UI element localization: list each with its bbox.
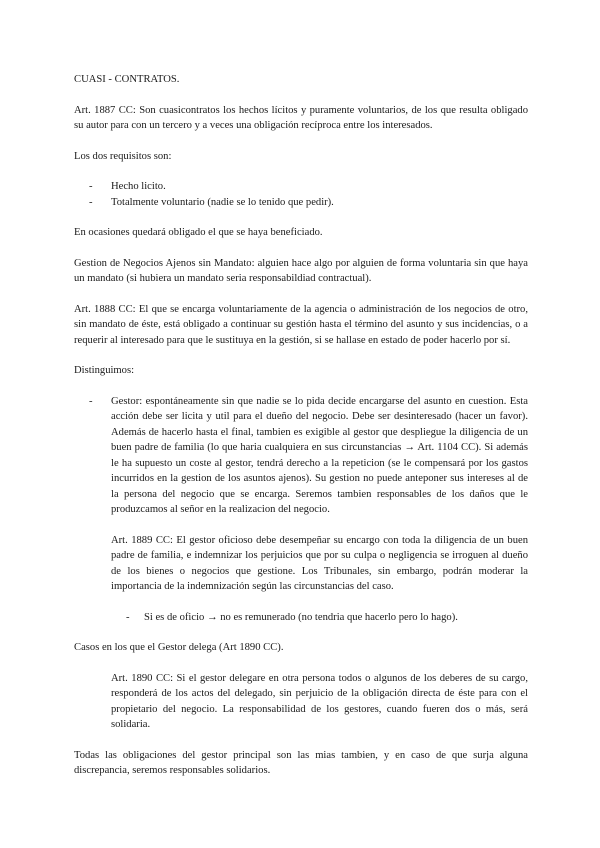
art-1890-paragraph: Art. 1890 CC: Si el gestor delegare en otra persona todos o algunos de los deberes de su cargo, responderá de los actos del delegado, sin perjuicio de la obligación directa de éste para con el propietario del negocio. La responsabilidad de los gestores, cuando fueren dos o más, será solidaria. [111, 672, 528, 730]
art-1888-paragraph: Art. 1888 CC: El que se encarga voluntariamente de la agencia o administración de los negocios de otro, sin mandato de éste, está obligado a continuar su gestión hasta el término del asunto y sus incidencias, o a requerir al interesado para que le sustituya en la gestión, si se hallase en estado de poder hacerlo por sí. [74, 303, 528, 346]
art-1889-block [74, 533, 528, 595]
oficio-text: Si es de oficio → no es remunerado (no tendria que hacerlo pero lo hago). [144, 611, 458, 623]
art-1887-paragraph: Art. 1887 CC: Son cuasicontratos los hechos lícitos y puramente voluntarios, de los que resulta obligado su autor para con un tercero y a veces una obligación recíproca entre los interesados. [74, 104, 528, 131]
distinguimos-heading: Distinguimos: [74, 365, 135, 376]
requisitos-intro: Los dos requisitos son: [74, 150, 172, 162]
gestor-list-item [74, 394, 528, 518]
dash-bullet: - [89, 196, 93, 208]
requisito-text: Hecho licito. [111, 181, 166, 192]
list-item [74, 195, 528, 211]
art-1889-paragraph: Art. 1889 CC: El gestor oficioso debe desempeñar su encargo con toda la diligencia de un buen padre de familia, e indemnizar los perjuicios que por su culpa o negligencia se irroguen al dueño de los bienes o negocios que gestione. Los Tribunales, sin embargo, podrán moderar la importancia de la indemnización según las circunstancias del caso. [111, 534, 528, 592]
requisito-text: Totalmente voluntario (nadie se lo tenido que pedir). [111, 196, 334, 208]
list-item [74, 179, 528, 195]
oficio-list-item [74, 610, 528, 626]
document-title: CUASI - CONTRATOS. [74, 74, 180, 85]
art-1890-block [74, 671, 528, 733]
dash-bullet: - [89, 181, 93, 192]
gestion-definition-paragraph: Gestion de Negocios Ajenos sin Mandato: alguien hace algo por alguien de forma voluntaria sin que haya un mandato (si hubiera un mandato seria responsabildiad contractual). [74, 257, 528, 284]
gestor-text: Gestor: espontáneamente sin que nadie se lo pida decide encargarse del asunto en cuestion. Esta acción debe ser licita y util para el dueño del negocio. Debe ser desinteresado (hacer un favor). Además de hacerlo hasta el final, tambien es exigible al gestor que despliegue la diligencia de un buen padre de familia (lo que haria cualquiera en sus circunstancias → Art. 1104 CC). Si además le ha supuesto un coste al gestor, tendrá derecho a la repeticion (se le compensará por los gastos incurridos en la gestion de los asuntos ajenos). Su gestion no puede anteponer sus intereses al de la persona del negocio que se encarga. Seremos tambien responsables de los daños que le produzcamos al señor en la realizacion del negocio. [111, 395, 528, 515]
ocasiones-paragraph: En ocasiones quedará obligado el que se haya beneficiado. [74, 227, 323, 238]
requisitos-list [74, 179, 528, 210]
dash-bullet: - [89, 395, 93, 407]
casos-delega-heading: Casos en los que el Gestor delega (Art 1890 CC). [74, 642, 284, 653]
document-page [74, 62, 528, 779]
dash-bullet: - [126, 611, 130, 623]
obligaciones-paragraph: Todas las obligaciones del gestor principal son las mias tambien, y en caso de que surja alguna discrepancia, seremos responsables solidarios. [74, 749, 528, 776]
